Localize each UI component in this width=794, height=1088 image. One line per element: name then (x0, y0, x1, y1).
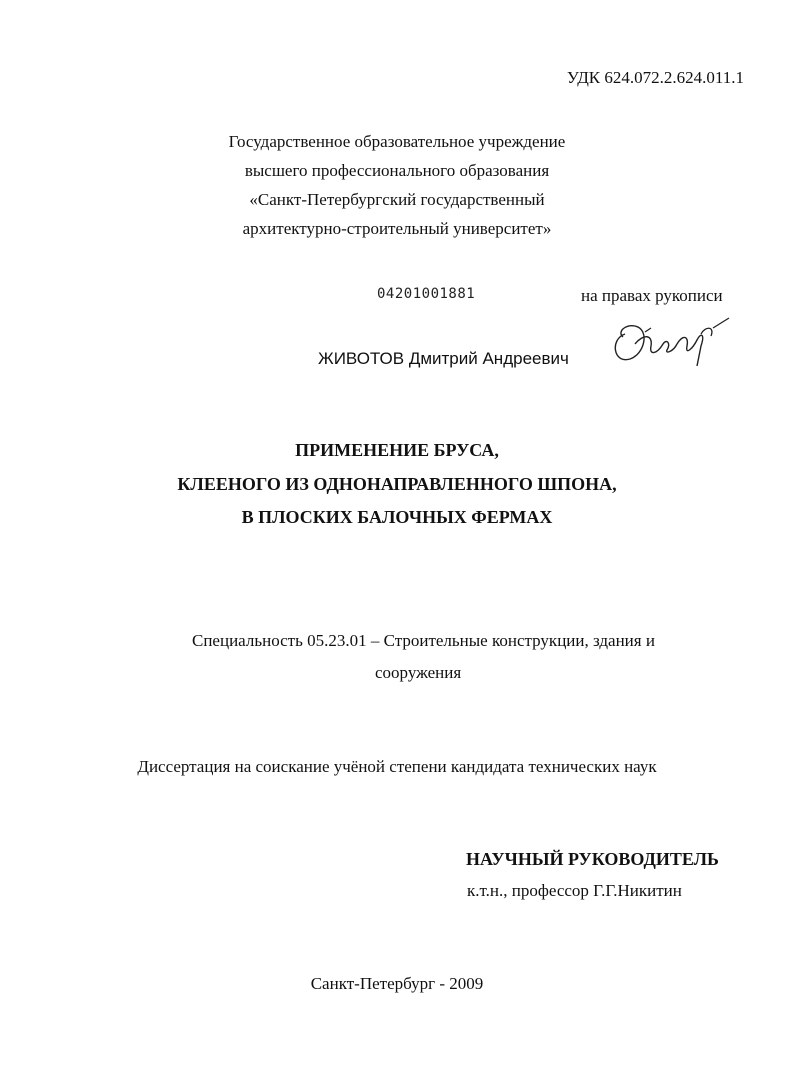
title-line-1: ПРИМЕНЕНИЕ БРУСА, (295, 440, 499, 460)
title-line-3: В ПЛОСКИХ БАЛОЧНЫХ ФЕРМАХ (241, 507, 553, 527)
specialty-line-1: Специальность 05.23.01 – Строительные конструкции, здания и (192, 631, 655, 650)
supervisor-heading: НАУЧНЫЙ РУКОВОДИТЕЛЬ (466, 849, 719, 869)
specialty-line-2: сооружения (375, 663, 462, 682)
dissertation-statement: Диссертация на соискание учёной степени кандидата технических наук (137, 757, 657, 776)
institution-line-4: архитектурно-строительный университет» (242, 219, 552, 238)
manuscript-rights-label: на правах рукописи (581, 286, 723, 305)
title-line-2: КЛЕЕНОГО ИЗ ОДНОНАПРАВЛЕННОГО ШПОНА, (177, 474, 617, 494)
supervisor-name: к.т.н., профессор Г.Г.Никитин (467, 881, 682, 900)
handwritten-signature (605, 304, 735, 374)
institution-line-1: Государственное образовательное учреждение (228, 132, 566, 151)
institution-line-2: высшего профессионального образования (244, 161, 550, 180)
city-year: Санкт-Петербург - 2009 (310, 974, 484, 993)
udk-code: УДК 624.072.2.624.011.1 (566, 68, 744, 87)
institution-line-3: «Санкт-Петербургский государственный (249, 190, 545, 209)
author-name: ЖИВОТОВ Дмитрий Андреевич (318, 349, 569, 368)
library-code: 04201001881 (377, 286, 476, 302)
